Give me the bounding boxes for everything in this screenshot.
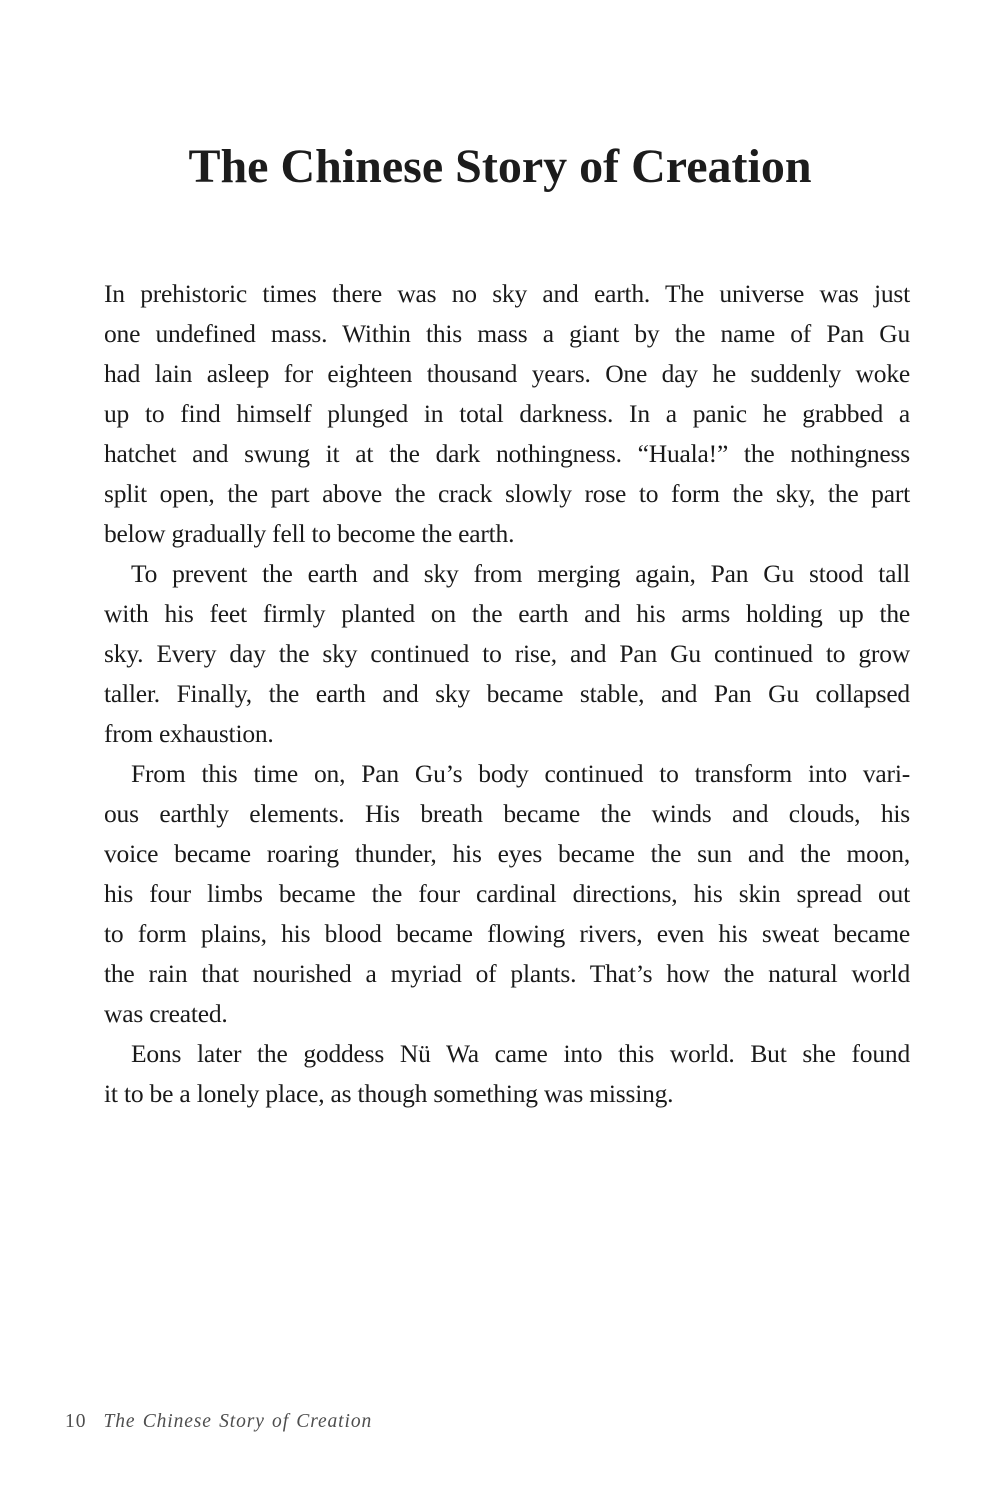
- text-line: below gradually fell to become the earth.: [104, 519, 515, 548]
- text-line: it to be a lonely place, as though something was missing.: [104, 1079, 674, 1108]
- text-line: split open, the part above the crack slowly rose to form the sky, the part: [104, 479, 910, 508]
- text-line: taller. Finally, the earth and sky became stable, and Pan Gu collapsed: [104, 679, 910, 708]
- paragraph: [104, 274, 910, 554]
- text-line: with his feet firmly planted on the earth and his arms holding up the: [104, 599, 910, 628]
- page-footer: [65, 1411, 372, 1433]
- body-text: [104, 274, 910, 1114]
- text-line: sky. Every day the sky continued to rise, and Pan Gu continued to grow: [104, 639, 910, 668]
- running-title: The Chinese Story of Creation: [103, 1411, 373, 1432]
- text-line: the rain that nourished a myriad of plants. That’s how the natural world: [104, 959, 910, 988]
- paragraph: [104, 554, 910, 754]
- text-line: up to find himself plunged in total darkness. In a panic he grabbed a: [104, 399, 910, 428]
- text-line: to form plains, his blood became flowing rivers, even his sweat became: [104, 919, 910, 948]
- text-line: Eons later the goddess Nü Wa came into this world. But she found: [131, 1039, 910, 1068]
- text-line: one undefined mass. Within this mass a giant by the name of Pan Gu: [104, 319, 910, 348]
- text-line: From this time on, Pan Gu’s body continued to transform into vari-: [131, 759, 910, 788]
- paragraph: [104, 754, 910, 1034]
- text-line: from exhaustion.: [104, 719, 274, 748]
- page-number: 10: [65, 1411, 87, 1432]
- text-line: voice became roaring thunder, his eyes became the sun and the moon,: [104, 839, 910, 868]
- text-line: In prehistoric times there was no sky and earth. The universe was just: [104, 279, 910, 308]
- text-line: was created.: [104, 999, 228, 1028]
- text-line: ous earthly elements. His breath became the winds and clouds, his: [104, 799, 910, 828]
- text-line: To prevent the earth and sky from merging again, Pan Gu stood tall: [131, 559, 910, 588]
- page-title: The Chinese Story of Creation: [188, 140, 812, 193]
- text-line: his four limbs became the four cardinal directions, his skin spread out: [104, 879, 910, 908]
- paragraph: [104, 1034, 910, 1114]
- text-line: had lain asleep for eighteen thousand years. One day he suddenly woke: [104, 359, 910, 388]
- text-line: hatchet and swung it at the dark nothingness. “Huala!” the nothingness: [104, 439, 910, 468]
